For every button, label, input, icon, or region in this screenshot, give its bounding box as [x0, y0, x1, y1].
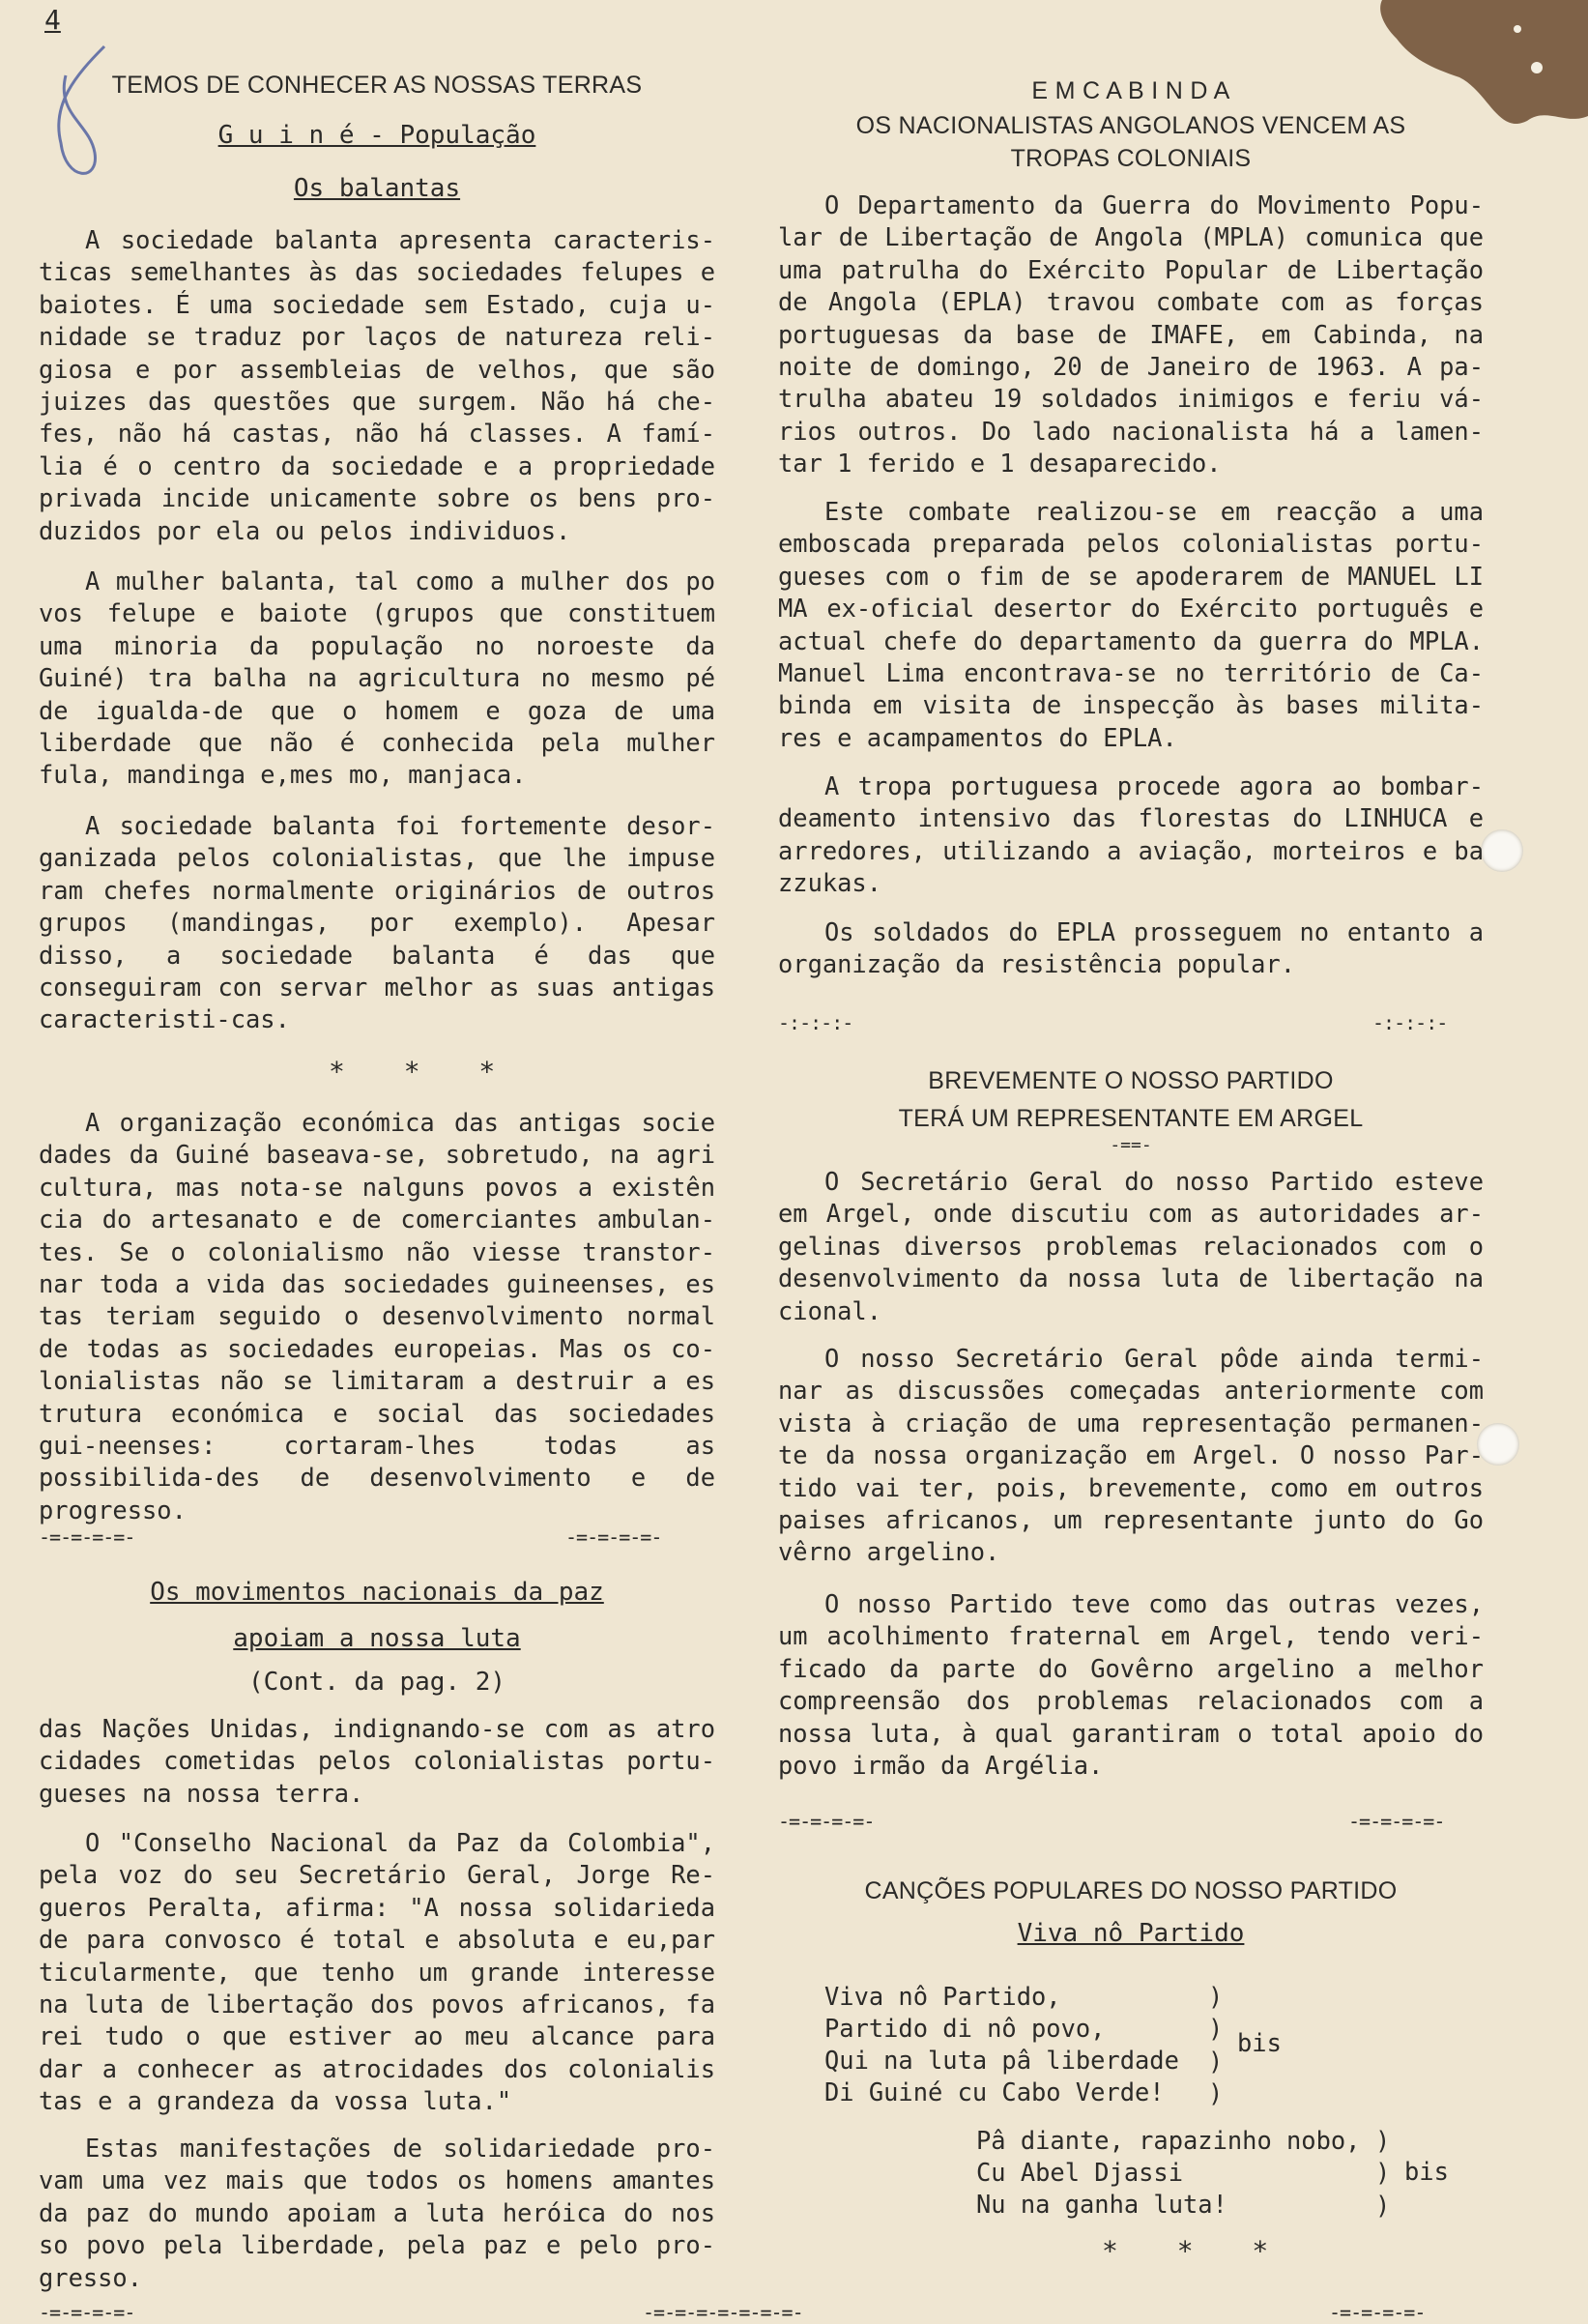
article-subsubtitle: Os balantas — [293, 174, 461, 203]
separator: -=-=-=-=- — [565, 1525, 662, 1549]
article-paz — [39, 1578, 715, 1607]
separator: -=-=-=-=- — [778, 1810, 875, 1833]
article-title: TEMOS DE CONHECER AS NOSSAS TERRAS — [111, 72, 643, 99]
paragraph: Os soldados do EPLA prosseguem no entanto a organização da resistência popular. — [778, 917, 1484, 979]
paragraph: O Secretário Geral do nosso Partido esteve em Argel, onde discutiu com as autoridades ar-gelinas diversos problemas relacionados com o desenvolvimento da nossa luta de libertação na cional. — [778, 1167, 1484, 1325]
paragraph: Estas manifestações de solidariedade pro-vam uma vez mais que todos os homens amantes da paz do mundo apoiam a luta heróica do nos so povo pela liberdade, pela paz e pelo pro-gresso. — [39, 2134, 715, 2292]
song-line: Partido di nô povo, — [824, 2014, 1106, 2043]
paragraph: A mulher balanta, tal como a mulher dos po vos felupe e baiote (grupos que constituem uma minoria da população no noroeste da Guiné) tra balha na agricultura no mesmo pé de igualda-de que o homem e goza de uma liberdade que não é conhecida pela mulher fula, mandinga e,mes mo, manjaca. — [39, 566, 715, 790]
article-cancoes — [778, 1877, 1484, 1905]
section-stars: * * * — [329, 1056, 517, 1088]
song-line: Viva nô Partido, — [824, 1982, 1061, 2011]
separator: -:-:-:- — [778, 1011, 853, 1034]
article-title: TROPAS COLONIAIS — [1010, 145, 1252, 172]
paragraph: das Nações Unidas, indignando-se com as atro cidades cometidas pelos colonialistas portu-gueses na nossa terra. — [39, 1714, 715, 1808]
paragraph: O nosso Partido teve como das outras vezes, um acolhimento fraternal em Argel, tendo veri-ficado da parte do Govêrno argelino a melhor compreensão dos problemas relacionados com a nossa luta, à qual garantiram o total apoio do povo irmão da Argélia. — [778, 1589, 1484, 1781]
bis-marker: bis — [1237, 2028, 1282, 2057]
paragraph: Este combate realizou-se em reacção a uma emboscada preparada pelos colonialistas portu-gueses com o fim de se apoderarem de MANUEL LI MA ex-oficial desertor do Exército português e actual chefe do departamento da guerra do MPLA. Manuel Lima encontrava-se no território de Ca-binda em visita de inspecção às bases milita-res e acampamentos do EPLA. — [778, 497, 1484, 752]
paragraph: A tropa portuguesa procede agora ao bombar-deamento intensivo das florestas do LINHUCA e arredores, utilizando a aviação, morteiros e ba zzukas. — [778, 771, 1484, 898]
article-argel — [778, 1067, 1484, 1095]
verse-bracket: ) ) ) ) — [1208, 1982, 1224, 2108]
article-title: OS NACIONALISTAS ANGOLANOS VENCEM AS — [855, 112, 1406, 139]
separator: -=-=-=-=- — [39, 2301, 135, 2324]
article-title: Os movimentos nacionais da paz — [150, 1578, 604, 1607]
article-terras — [39, 72, 715, 100]
continuation-note: (Cont. da pag. 2) — [247, 1668, 506, 1697]
punch-hole-upper — [1481, 829, 1523, 872]
section-stars: * * * — [1102, 2235, 1290, 2267]
song-line: Cu Abel Djassi — [976, 2158, 1184, 2187]
title-separator: -==- — [1110, 1135, 1152, 1155]
paragraph: O "Conselho Nacional da Paz da Colombia", pela voz do seu Secretário Geral, Jorge Re-gueros Peralta, afirma: "A nossa solidarieda de para convosco é total e absoluta e eu,par ticularmente, que tenho um grande interesse na luta de libertação dos povos africanos, fa rei tudo o que estiver ao meu alcance para dar a conhecer as atrocidades dos colonialis tas e a grandeza da vossa luta." — [39, 1828, 715, 2116]
bis-marker: bis — [1404, 2157, 1449, 2186]
paragraph: O nosso Secretário Geral pôde ainda termi-nar as discussões começadas anteriormente com vista à criação de uma representação permanen-te da nossa organização em Argel. O nosso Par-tido vai ter, pois, brevemente, como em outros paises africanos, um representante junto do Go vêrno argelino. — [778, 1344, 1484, 1567]
article-title: apoiam a nossa luta — [233, 1624, 521, 1653]
page-number: 4 — [44, 4, 61, 36]
song-line: Nu na ganha luta! — [976, 2190, 1227, 2219]
article-subtitle: G u i n é - População — [217, 121, 536, 150]
paragraph: A sociedade balanta foi fortemente desor-ganizada pelos colonialistas, que lhe impuse ram chefes normalmente originários de outros grupos (mandingas, por exemplo). Apesar disso, a sociedade balanta é das que conseguiram con servar melhor as suas antigas caracteristi-cas. — [39, 811, 715, 1034]
article-title: E M C A B I N D A — [1031, 77, 1230, 104]
article-title: BREVEMENTE O NOSSO PARTIDO — [928, 1067, 1334, 1094]
paragraph: A organização económica das antigas socie dades da Guiné baseava-se, sobretudo, na agri cultura, mas nota-se nalguns povos a existên cia do artesanato e de comerciantes ambulan-tes. Se o colonialismo não viesse transtor-nar toda a vida das sociedades guineenses, es tas teriam seguido o desenvolvimento normal de todas as sociedades europeias. Mas os co-lonialistas não se limitaram a destruir a es trutura económica e social das sociedades gui-neenses: cortaram-lhes todas as possibilida-des de desenvolvimento e de progresso. — [39, 1108, 715, 1525]
verse-bracket: ) ) ) — [1375, 2126, 1391, 2220]
song-line: Di Guiné cu Cabo Verde! — [824, 2077, 1165, 2106]
song-line: Pâ diante, rapazinho nobo, — [976, 2126, 1361, 2155]
separator: -=-=-=-=- — [1329, 2301, 1426, 2324]
separator: -=-=-=-=- — [1348, 1810, 1445, 1833]
article-title: TERÁ UM REPRESENTANTE EM ARGEL — [898, 1105, 1364, 1132]
song-line: Qui na luta pâ liberdade — [824, 2046, 1179, 2075]
separator: -:-:-:- — [1372, 1011, 1448, 1034]
paragraph: O Departamento da Guerra do Movimento Popu-lar de Libertação de Angola (MPLA) comunica que uma patrulha do Exército Popular de Libertação de Angola (EPLA) travou combate com as forças portuguesas da base de IMAFE, em Cabinda, na noite de domingo, 20 de Janeiro de 1963. A pa-trulha abateu 19 soldados inimigos e feriu vá-rios outros. Do lado nacionalista há a lamen-tar 1 ferido e 1 desaparecido. — [778, 190, 1484, 479]
separator: -=-=-=-=-=-=-=- — [643, 2301, 803, 2324]
song-title: Viva nô Partido — [1017, 1919, 1245, 1948]
article-cabinda — [778, 77, 1484, 105]
separator: -=-=-=-=- — [39, 1525, 135, 1549]
article-title: CANÇÕES POPULARES DO NOSSO PARTIDO — [864, 1877, 1398, 1904]
paragraph: A sociedade balanta apresenta caracteris-ticas semelhantes às das sociedades felupes e baiotes. É uma sociedade sem Estado, cuja u-nidade se traduz por laços de natureza reli-giosa e por assembleias de velhos, que são juizes das questões que surgem. Não há che-fes, não há castas, não há classes. A famí-lia é o centro da sociedade e a propriedade privada incide unicamente sobre os bens pro-duzidos por ela ou pelos individuos. — [39, 225, 715, 545]
